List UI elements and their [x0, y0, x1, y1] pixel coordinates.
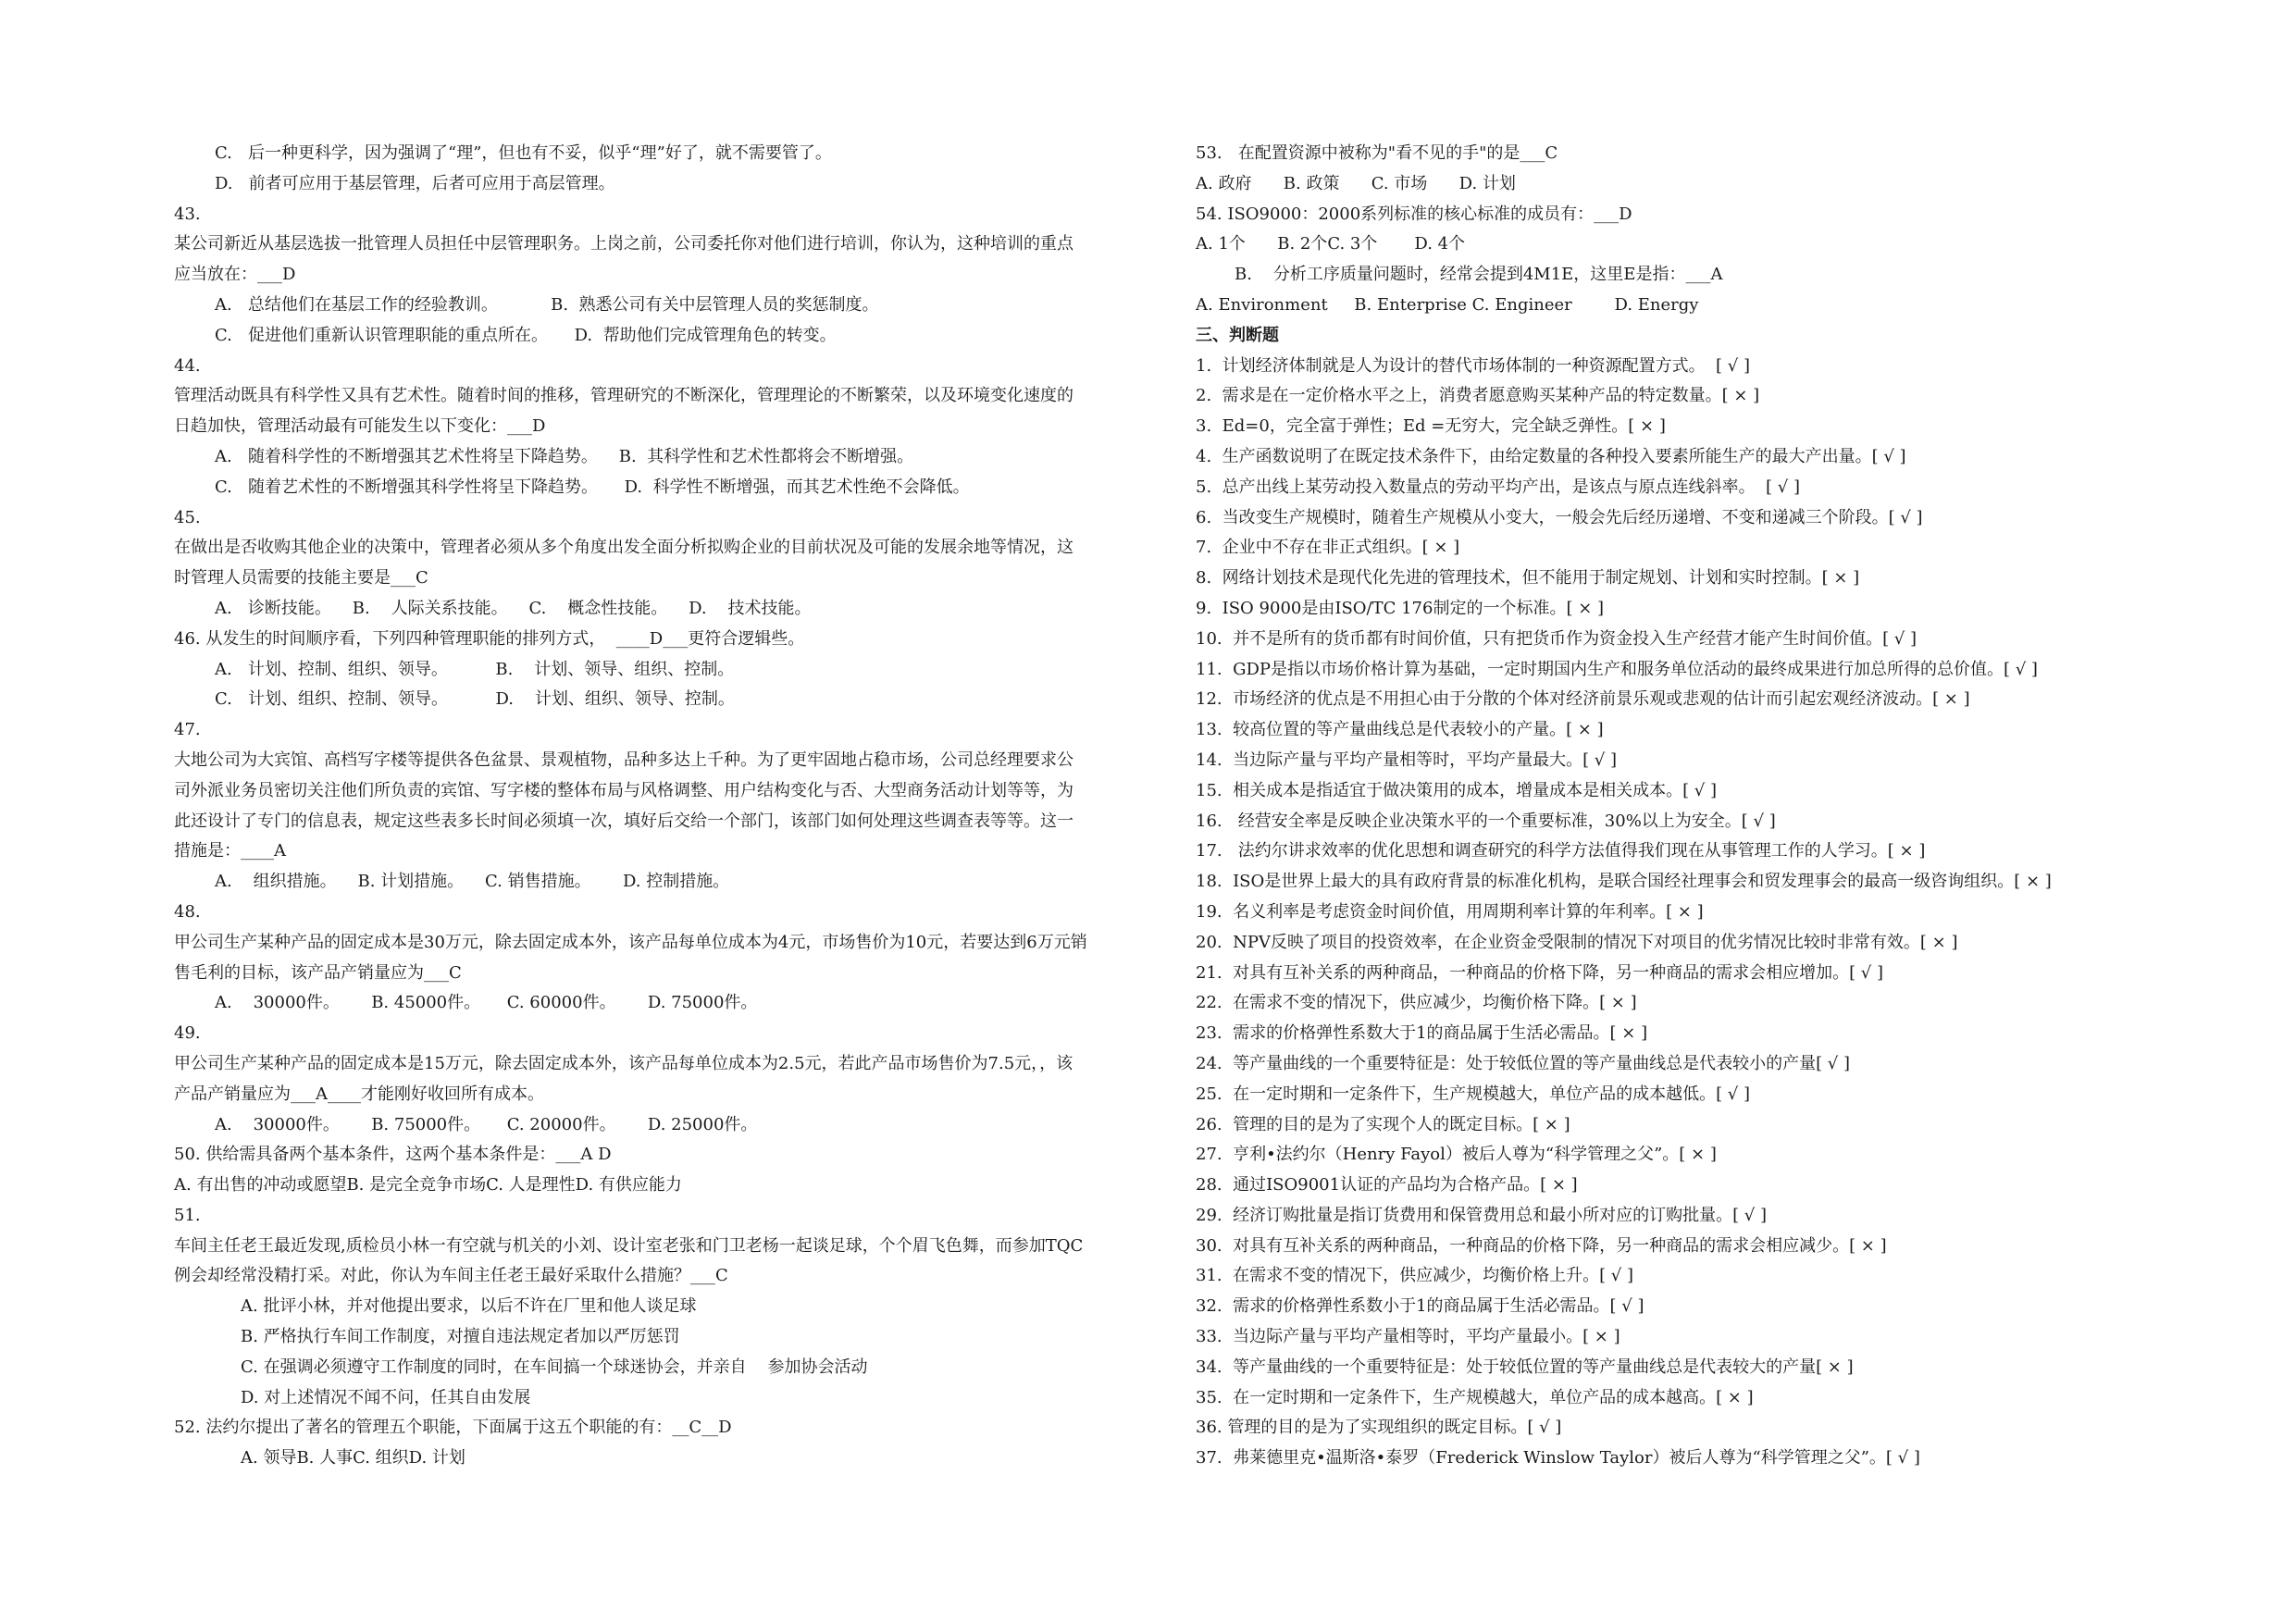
text-line: 32. 需求的价格弹性系数小于1的商品属于生活必需品。[ √ ] [1196, 1296, 1644, 1317]
text-line: 19. 名义利率是考虑资金时间价值，用周期利率计算的年利率。[ × ] [1196, 901, 1704, 922]
text-line: A. 计划、控制、组织、领导。 B. 计划、领导、组织、控制。 [215, 659, 735, 679]
text-line: C. 后一种更科学，因为强调了“理”，但也有不妥，似乎“理”好了，就不需要管了。 [215, 143, 832, 163]
section-heading: 三、判断题 [1196, 325, 1279, 345]
text-line: 27. 亨利•法约尔（Henry Fayol）被后人尊为“科学管理之父”。[ × ] [1196, 1145, 1717, 1165]
text-line: 日趋加快，管理活动最有可能发生以下变化：___D [174, 416, 546, 437]
text-line: 应当放在：___D [174, 265, 296, 285]
text-line: A. 批评小林，并对他提出要求，以后不许在厂里和他人谈足球 [241, 1296, 697, 1317]
text-line: A. Environment B. Enterprise C. Engineer D. Energy [1196, 294, 1699, 315]
text-line: C. 促进他们重新认识管理职能的重点所在。 D. 帮助他们完成管理角色的转变。 [215, 325, 837, 345]
text-line: 51. [174, 1205, 201, 1225]
text-line: 18. ISO是世界上最大的具有政府背景的标准化机构，是联合国经社理事会和贸发理事会的最高一级咨询组织。[ × ] [1196, 872, 2052, 892]
text-line: 43. [174, 204, 201, 224]
text-line: A. 诊断技能。 B. 人际关系技能。 C. 概念性技能。 D. 技术技能。 [215, 598, 812, 618]
text-line: 5. 总产出线上某劳动投入数量点的劳动平均产出，是该点与原点连线斜率。 [ √ ] [1196, 477, 1801, 497]
text-line: C. 在强调必须遵守工作制度的同时，在车间搞一个球迷协会，并亲自 参加协会活动 [241, 1357, 868, 1377]
text-line: 47. [174, 720, 201, 740]
text-line: 管理活动既具有科学性又具有艺术性。随着时间的推移，管理研究的不断深化，管理理论的不断繁荣，以及环境变化速度的 [174, 386, 1074, 406]
text-line: 6. 当改变生产规模时，随着生产规模从小变大，一般会先后经历递增、不变和递减三个阶段。[ √ ] [1196, 507, 1923, 527]
text-line: 35. 在一定时期和一定条件下，生产规模越大，单位产品的成本越高。[ × ] [1196, 1387, 1754, 1407]
text-line: 21. 对具有互补关系的两种商品，一种商品的价格下降，另一种商品的需求会相应增加。[ √ ] [1196, 962, 1884, 983]
text-line: 12. 市场经济的优点是不用担心由于分散的个体对经济前景乐观或悲观的估计而引起宏观经济波动。[ × ] [1196, 689, 1970, 710]
text-line: 48. [174, 901, 201, 922]
text-line: 16. 经营安全率是反映企业决策水平的一个重要标准，30%以上为安全。[ √ ] [1196, 811, 1776, 831]
text-line: B. 严格执行车间工作制度，对擅自违法规定者加以严厉惩罚 [241, 1327, 680, 1347]
text-line: 45. [174, 507, 201, 527]
text-line: C. 随着艺术性的不断增强其科学性将呈下降趋势。 D. 科学性不断增强，而其艺术性绝不会降低。 [215, 477, 970, 497]
text-line: 22. 在需求不变的情况下，供应减少，均衡价格下降。[ × ] [1196, 993, 1637, 1013]
text-line: 30. 对具有互补关系的两种商品，一种商品的价格下降，另一种商品的需求会相应减少。[ × ] [1196, 1235, 1887, 1256]
text-line: 8. 网络计划技术是现代化先进的管理技术，但不能用于制定规划、计划和实时控制。[ × ] [1196, 568, 1860, 588]
text-line: 34. 等产量曲线的一个重要特征是：处于较低位置的等产量曲线总是代表较大的产量[ × ] [1196, 1357, 1854, 1377]
text-line: 时管理人员需要的技能主要是___C [174, 568, 428, 588]
text-line: 36. 管理的目的是为了实现组织的既定目标。[ √ ] [1196, 1418, 1562, 1438]
text-line: 产品产销量应为___A____才能刚好收回所有成本。 [174, 1084, 544, 1104]
text-line: 某公司新近从基层选拔一批管理人员担任中层管理职务。上岗之前，公司委托你对他们进行培训，你认为，这种培训的重点 [174, 234, 1074, 254]
text-line: A. 领导B. 人事C. 组织D. 计划 [241, 1448, 465, 1468]
text-line: 措施是：____A [174, 841, 286, 861]
text-line: 46. 从发生的时间顺序看，下列四种管理职能的排列方式， ____D___更符合逻辑些。 [174, 628, 805, 649]
text-line: A. 随着科学性的不断增强其艺术性将呈下降趋势。 B. 其科学性和艺术性都将会不断增强。 [215, 446, 914, 466]
text-line: 53. 在配置资源中被称为"看不见的手"的是___C [1196, 143, 1558, 163]
text-line: D. 对上述情况不闻不问，任其自由发展 [241, 1387, 531, 1407]
text-line: 33. 当边际产量与平均产量相等时，平均产量最小。[ × ] [1196, 1327, 1620, 1347]
text-line: 17. 法约尔讲求效率的优化思想和调查研究的科学方法值得我们现在从事管理工作的人学习。[ × ] [1196, 841, 1926, 861]
text-line: 4. 生产函数说明了在既定技术条件下，由给定数量的各种投入要素所能生产的最大产出量。[ √ ] [1196, 446, 1906, 466]
text-line: 49. [174, 1023, 201, 1044]
text-line: 3. Ed=0，完全富于弹性；Ed =无穷大，完全缺乏弹性。[ × ] [1196, 416, 1666, 437]
text-line: 甲公司生产某种产品的固定成本是15万元，除去固定成本外，该产品每单位成本为2.5元，若此产品市场售价为7.5元，，该 [174, 1053, 1074, 1073]
text-line: 44. [174, 355, 201, 376]
text-line: 26. 管理的目的是为了实现个人的既定目标。[ × ] [1196, 1114, 1570, 1134]
text-line: A. 总结他们在基层工作的经验教训。 B. 熟悉公司有关中层管理人员的奖惩制度。 [215, 294, 879, 315]
text-line: A. 组织措施。 B. 计划措施。 C. 销售措施。 D. 控制措施。 [215, 872, 730, 892]
text-line: 2. 需求是在一定价格水平之上，消费者愿意购买某种产品的特定数量。[ × ] [1196, 386, 1760, 406]
text-line: 售毛利的目标，该产品产销量应为___C [174, 962, 462, 983]
text-line: 司外派业务员密切关注他们所负责的宾馆、写字楼的整体布局与风格调整、用户结构变化与否、大型商务活动计划等等，为 [174, 780, 1074, 800]
text-line: 31. 在需求不变的情况下，供应减少，均衡价格上升。[ √ ] [1196, 1266, 1634, 1286]
text-line: 1. 计划经济体制就是人为设计的替代市场体制的一种资源配置方式。 [ √ ] [1196, 355, 1751, 376]
text-line: 14. 当边际产量与平均产量相等时，平均产量最大。[ √ ] [1196, 750, 1618, 770]
text-line: 28. 通过ISO9001认证的产品均为合格产品。[ × ] [1196, 1175, 1578, 1196]
text-line: B. 分析工序质量问题时，经常会提到4M1E，这里E是指：___A [1235, 265, 1723, 285]
text-line: 10. 并不是所有的货币都有时间价值，只有把货币作为资金投入生产经营才能产生时间价值。[ √ ] [1196, 628, 1917, 649]
text-line: 50. 供给需具备两个基本条件，这两个基本条件是：___A D [174, 1145, 612, 1165]
text-line: 29. 经济订购批量是指订货费用和保管费用总和最小所对应的订购批量。[ √ ] [1196, 1205, 1768, 1225]
left-column [174, 139, 1127, 1474]
text-line: A. 1个 B. 2个C. 3个 D. 4个 [1196, 234, 1466, 254]
text-line: A. 有出售的冲动或愿望B. 是完全竞争市场C. 人是理性D. 有供应能力 [174, 1175, 682, 1196]
text-line: 37. 弗莱德里克•温斯洛•泰罗（Frederick Winslow Taylor）被后人尊为“科学管理之父”。[ √ ] [1196, 1448, 1920, 1468]
text-line: 9. ISO 9000是由ISO/TC 176制定的一个标准。[ × ] [1196, 598, 1605, 618]
text-line: 52. 法约尔提出了著名的管理五个职能，下面属于这五个职能的有：__C__D [174, 1418, 732, 1438]
text-line: 车间主任老王最近发现,质检员小林一有空就与机关的小刘、设计室老张和门卫老杨一起谈足球，个个眉飞色舞，而参加TQC [174, 1235, 1084, 1256]
text-line: 例会却经常没精打采。对此，你认为车间主任老王最好采取什么措施？___C [174, 1266, 728, 1286]
text-line: 23. 需求的价格弹性系数大于1的商品属于生活必需品。[ × ] [1196, 1023, 1648, 1044]
text-line: 20. NPV反映了项目的投资效率，在企业资金受限制的情况下对项目的优劣情况比较时非常有效。[ × ] [1196, 932, 1958, 952]
text-line: 54. ISO9000：2000系列标准的核心标准的成员有：___D [1196, 204, 1632, 224]
text-line: 此还设计了专门的信息表，规定这些表多长时间必须填一次，填好后交给一个部门，该部门如何处理这些调查表等等。这一 [174, 811, 1074, 831]
text-line: 15. 相关成本是指适宜于做决策用的成本，增量成本是相关成本。[ √ ] [1196, 780, 1718, 800]
text-line: 13. 较高位置的等产量曲线总是代表较小的产量。[ × ] [1196, 720, 1604, 740]
text-line: A. 30000件。 B. 45000件。 C. 60000件。 D. 75000件。 [215, 993, 758, 1013]
text-line: A. 30000件。 B. 75000件。 C. 20000件。 D. 25000件。 [215, 1114, 758, 1134]
text-line: 11. GDP是指以市场价格计算为基础，一定时期国内生产和服务单位活动的最终成果进行加总所得的总价值。[ √ ] [1196, 659, 2038, 679]
text-line: 甲公司生产某种产品的固定成本是30万元，除去固定成本外，该产品每单位成本为4元，市场售价为10元，若要达到6万元销 [174, 932, 1087, 952]
text-line: C. 计划、组织、控制、领导。 D. 计划、组织、领导、控制。 [215, 689, 735, 710]
text-line: 在做出是否收购其他企业的决策中，管理者必须从多个角度出发全面分析拟购企业的目前状况及可能的发展余地等情况，这 [174, 538, 1074, 558]
text-line: 24. 等产量曲线的一个重要特征是：处于较低位置的等产量曲线总是代表较小的产量[ √ ] [1196, 1053, 1851, 1073]
text-line: 25. 在一定时期和一定条件下，生产规模越大，单位产品的成本越低。[ √ ] [1196, 1084, 1751, 1104]
text-line: 7. 企业中不存在非正式组织。[ × ] [1196, 538, 1460, 558]
right-column [1196, 139, 2140, 1474]
text-line: 大地公司为大宾馆、高档写字楼等提供各色盆景、景观植物，品种多达上千种。为了更牢固地占稳市场，公司总经理要求公 [174, 750, 1074, 770]
text-line: D. 前者可应用于基层管理，后者可应用于高层管理。 [215, 173, 615, 193]
text-line: A. 政府 B. 政策 C. 市场 D. 计划 [1196, 173, 1516, 193]
